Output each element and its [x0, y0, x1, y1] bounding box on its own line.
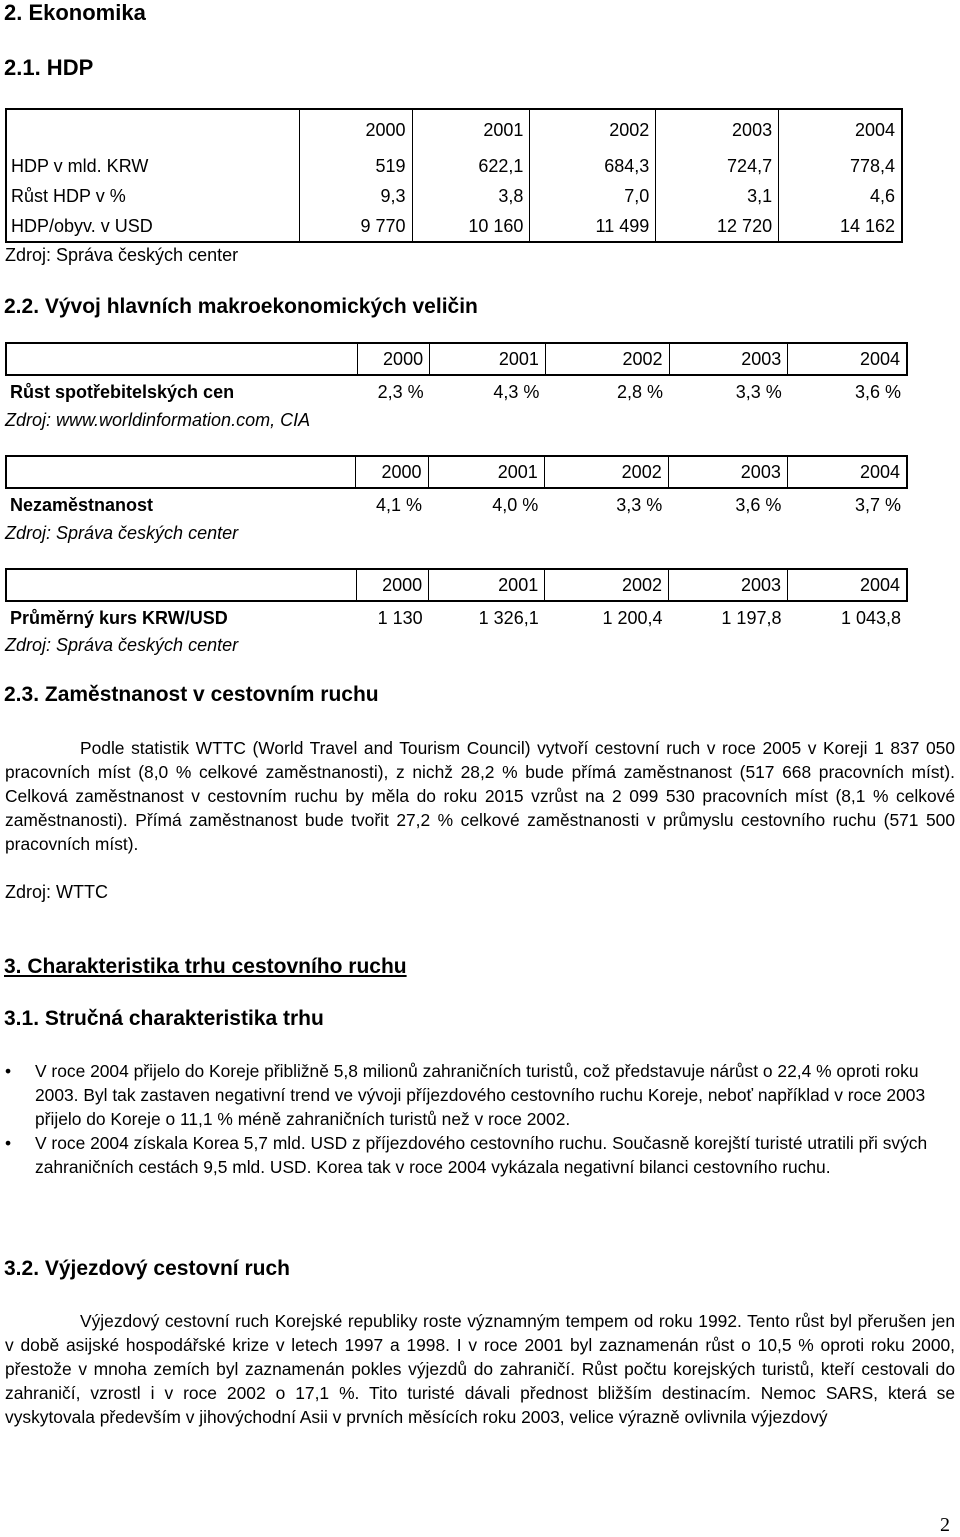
- table-row: [6, 601, 907, 635]
- value-cell: 1 200,4: [602, 608, 663, 628]
- value-cell: 724,7: [656, 151, 779, 181]
- value-cell: 4,6: [779, 181, 902, 211]
- year-cell: 2003: [668, 456, 787, 488]
- year-cell: 2004: [787, 569, 907, 601]
- page-number: 2: [940, 1514, 950, 1536]
- value-cell: 3,7 %: [854, 495, 901, 515]
- bullet-icon: •: [5, 1061, 12, 1081]
- hdp-table: [5, 108, 903, 243]
- year-cell: 2004: [779, 109, 902, 151]
- value-cell: 4,1 %: [376, 495, 423, 515]
- row-label: Růst HDP v %: [6, 181, 299, 211]
- value-cell: 10 160: [412, 211, 530, 242]
- value-cell: 4,0 %: [492, 495, 539, 515]
- value-cell: 2,8 %: [616, 382, 663, 402]
- year-cell: 2002: [545, 569, 669, 601]
- section-title-trh: 3. Charakteristika trhu cestovního ruchu: [4, 955, 407, 978]
- employment-source: Zdroj: WTTC: [5, 882, 108, 902]
- section-title-vyjezdovy: 3.2. Výjezdový cestovní ruch: [4, 1257, 290, 1280]
- year-cell: 2003: [669, 569, 788, 601]
- table-row: [6, 375, 907, 409]
- table-row: [6, 181, 902, 211]
- year-cell: 2001: [412, 109, 530, 151]
- employment-paragraph: [5, 736, 955, 856]
- cpi-table: [5, 342, 908, 409]
- year-cell: 2000: [357, 343, 429, 375]
- table-row: [6, 151, 902, 181]
- bullet-text: V roce 2004 přijelo do Koreje přibližně 5,8 milionů zahraničních turistů, což představuje nárůst o 22,4 % oproti roku 2003. Byl tak zastaven negativní trend ve vývoji příjezdového cestovního ruchu Koreje, neboť například v roce 2003 přijelo do Koreje o 11,1 % méně zahraničních turistů než v roce 2002.: [35, 1061, 926, 1129]
- unemployment-table: [5, 455, 908, 522]
- year-cell: 2002: [545, 343, 669, 375]
- value-cell: 1 043,8: [840, 608, 901, 628]
- value-cell: 3,3 %: [735, 382, 782, 402]
- value-cell: 11 499: [530, 211, 656, 242]
- year-cell: 2001: [428, 456, 544, 488]
- value-cell: 3,6 %: [735, 495, 782, 515]
- year-cell: 2001: [429, 569, 545, 601]
- exchange-rate-source: Zdroj: Správa českých center: [5, 635, 239, 655]
- year-cell: 2000: [355, 456, 428, 488]
- bullet-text: V roce 2004 získala Korea 5,7 mld. USD z příjezdového cestovního ruchu. Současně korejští turisté utratili při svých zahraničních cestách 9,5 mld. USD. Korea tak v roce 2004 vykázala negativní bilanci cestovního ruchu.: [35, 1133, 928, 1177]
- value-cell: 9,3: [299, 181, 412, 211]
- value-cell: 622,1: [412, 151, 530, 181]
- row-label: Průměrný kurs KRW/USD: [10, 608, 228, 628]
- value-cell: 519: [299, 151, 412, 181]
- list-item: [5, 1131, 930, 1179]
- outbound-text: Výjezdový cestovní ruch Korejské republiky roste významným tempem od roku 1992. Tento růst byl přerušen jen v době asijské hospodářské krize v letech 1997 a 1998. I v roce 2001 byl zaznamenán růst o 10,5 % oproti roku 2000, přestože v mnoha zemích byl zaznamenán pokles výjezdů do zahraničí. Růst počtu korejských turistů, kteří cestovali do zahraničí, vzrostl i v roce 2002 o 17,1 %. Tito turisté dávali přednost bližším destinacím. Nemoc SARS, která se vyskytovala především v jihovýchodní Asii v prvních měsících roku 2003, velice výrazně ovlivnila výjezdový: [5, 1311, 955, 1427]
- list-item: [5, 1059, 930, 1131]
- hdp-table-header: [6, 109, 902, 151]
- value-cell: 12 720: [656, 211, 779, 242]
- value-cell: 2,3 %: [377, 382, 424, 402]
- value-cell: 684,3: [530, 151, 656, 181]
- year-cell: 2000: [299, 109, 412, 151]
- year-cell: 2002: [530, 109, 656, 151]
- exchange-rate-header: [6, 569, 907, 601]
- employment-text: Podle statistik WTTC (World Travel and Tourism Council) vytvoří cestovní ruch v roce 2005 v Koreji 1 837 050 pracovních míst (8,0 % celkové zaměstnanosti), z nichž 28,2 % bude přímá zaměstnanost (517 668 pracovních míst). Celková zaměstnanost v cestovním ruchu by měla do roku 2015 vzrůst na 2 099 530 pracovních míst (8,1 % celkové zaměstnanosti). Přímá zaměstnanost bude tvořit 27,2 % celkové zaměstnanosti v průmyslu cestovního ruchu (571 500 pracovních míst).: [5, 738, 955, 854]
- section-title-hdp: 2.1. HDP: [4, 55, 94, 80]
- year-cell: 2003: [669, 343, 788, 375]
- year-cell: 2000: [356, 569, 428, 601]
- market-bullets: [5, 1059, 930, 1179]
- row-label: HDP/obyv. v USD: [6, 211, 299, 242]
- value-cell: 14 162: [779, 211, 902, 242]
- unemployment-source: Zdroj: Správa českých center: [5, 523, 239, 543]
- table-row: [6, 488, 907, 522]
- section-title-makro: 2.2. Vývoj hlavních makroekonomických veličin: [4, 295, 478, 318]
- year-cell: 2004: [787, 456, 907, 488]
- exchange-rate-table: [5, 568, 908, 635]
- value-cell: 9 770: [299, 211, 412, 242]
- row-label: Nezaměstnanost: [10, 495, 154, 515]
- hdp-source: Zdroj: Správa českých center: [5, 245, 239, 265]
- year-cell: 2001: [430, 343, 546, 375]
- value-cell: 3,6 %: [854, 382, 901, 402]
- section-title-strucna: 3.1. Stručná charakteristika trhu: [4, 1007, 324, 1030]
- value-cell: 1 197,8: [721, 608, 782, 628]
- bullet-icon: •: [5, 1133, 12, 1153]
- year-cell: 2003: [656, 109, 779, 151]
- value-cell: 778,4: [779, 151, 902, 181]
- value-cell: 3,1: [656, 181, 779, 211]
- year-cell: 2004: [788, 343, 907, 375]
- value-cell: 4,3 %: [493, 382, 540, 402]
- value-cell: 7,0: [530, 181, 656, 211]
- value-cell: 1 326,1: [478, 608, 539, 628]
- value-cell: 3,3 %: [616, 495, 663, 515]
- outbound-paragraph: [5, 1309, 955, 1429]
- section-title-ekonomika: 2. Ekonomika: [4, 0, 146, 25]
- value-cell: 1 130: [377, 608, 423, 628]
- cpi-source: Zdroj: www.worldinformation.com, CIA: [5, 410, 311, 430]
- cpi-header: [6, 343, 907, 375]
- value-cell: 3,8: [412, 181, 530, 211]
- section-title-zamestnanost: 2.3. Zaměstnanost v cestovním ruchu: [4, 683, 379, 706]
- unemployment-header: [6, 456, 907, 488]
- table-row: [6, 211, 902, 242]
- row-label: HDP v mld. KRW: [6, 151, 299, 181]
- row-label: Růst spotřebitelských cen: [10, 382, 235, 402]
- year-cell: 2002: [544, 456, 668, 488]
